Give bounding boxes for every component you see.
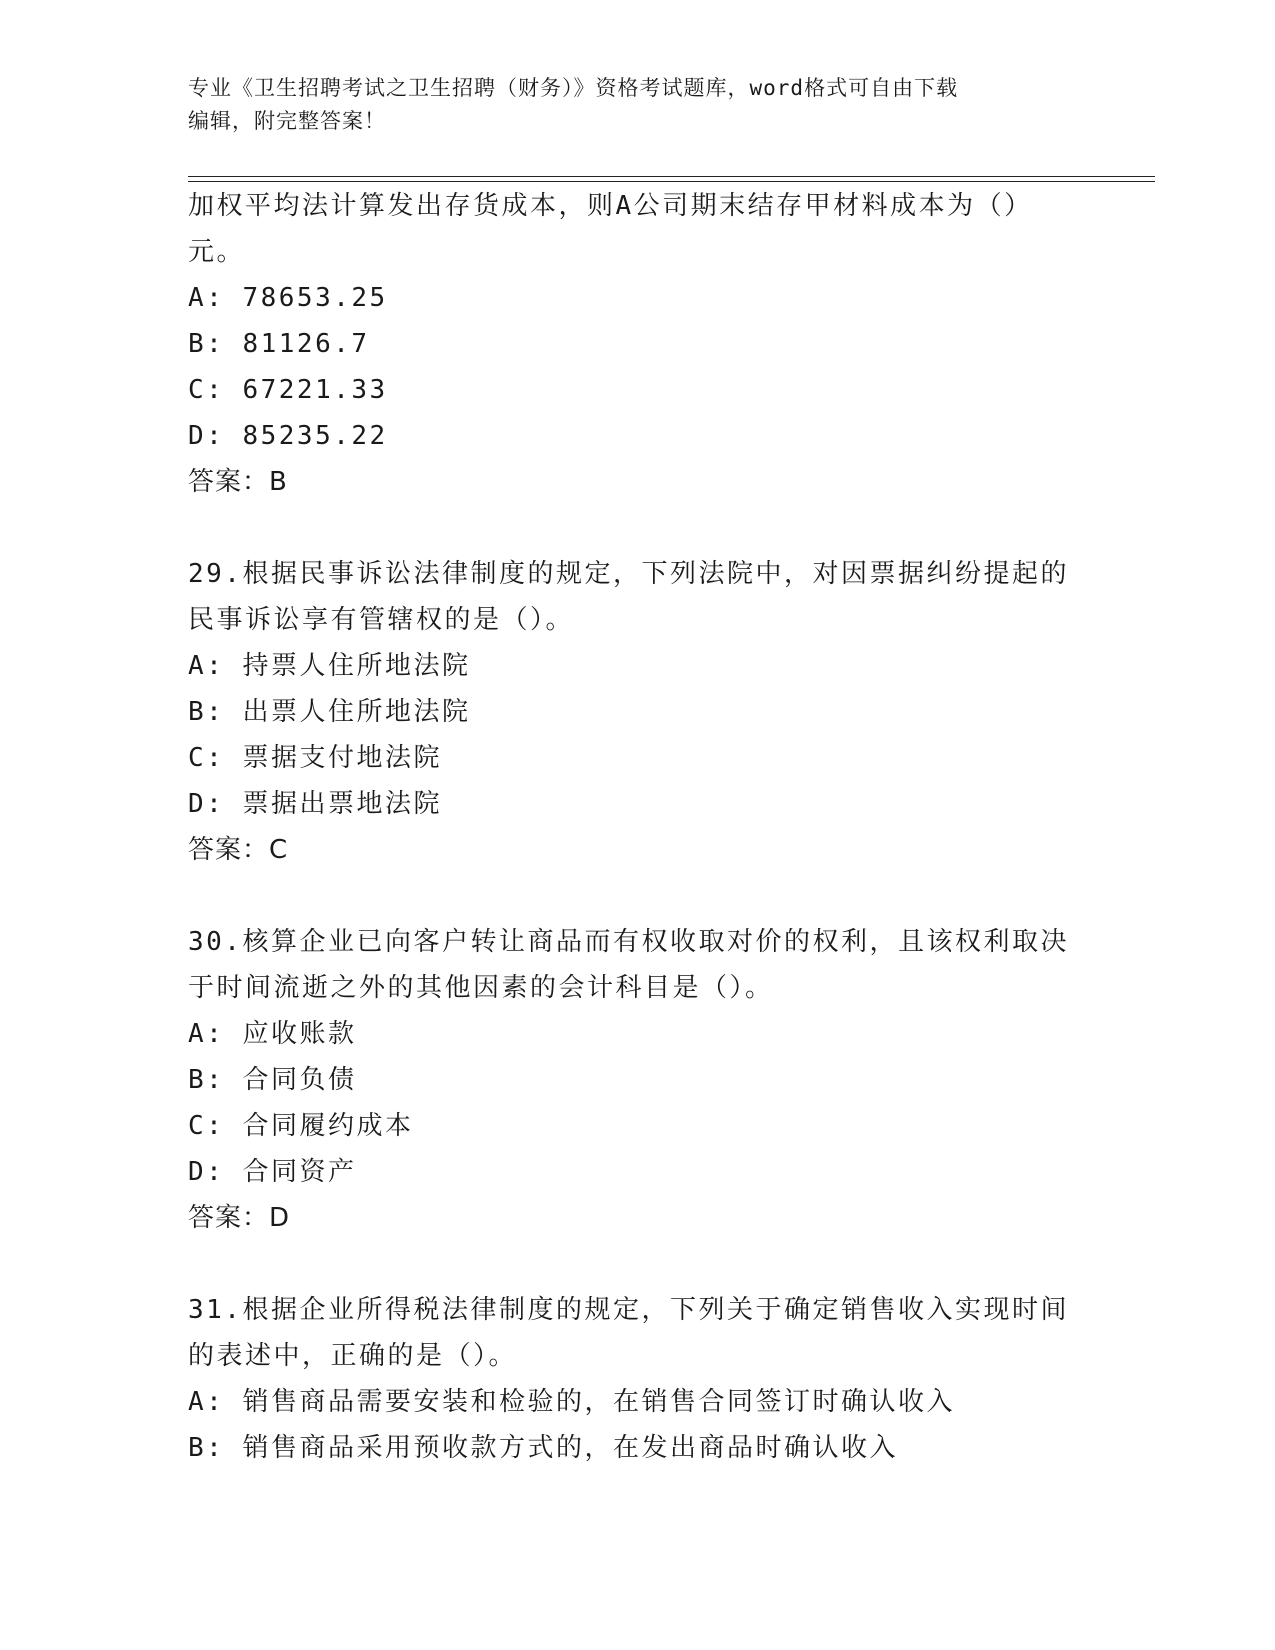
question-stem-line: 的表述中，正确的是（）。 (188, 1341, 518, 1371)
option-c: C: 合同履约成本 (188, 1111, 414, 1141)
option-d: D: 合同资产 (188, 1157, 357, 1187)
option-d: D: 85235.22 (188, 421, 388, 451)
question-block (188, 551, 1088, 873)
option-a: A: 应收账款 (188, 1019, 357, 1049)
option-c: C: 67221.33 (188, 375, 388, 405)
question-stem-line: 于时间流逝之外的其他因素的会计科目是（）。 (188, 973, 774, 1003)
option-a: A: 销售商品需要安装和检验的，在销售合同签订时确认收入 (188, 1387, 955, 1417)
question-stem-line: 元。 (188, 237, 246, 267)
option-a: A: 78653.25 (188, 283, 388, 313)
header-rule-bottom (188, 181, 1155, 182)
question-stem-line: 民事诉讼享有管辖权的是（）。 (188, 605, 575, 635)
question-block (188, 1287, 1088, 1471)
answer: 答案：C (188, 835, 289, 865)
option-d: D: 票据出票地法院 (188, 789, 442, 819)
option-b: B: 合同负债 (188, 1065, 357, 1095)
question-stem-line: 加权平均法计算发出存货成本，则A公司期末结存甲材料成本为（） (188, 191, 1033, 221)
option-c: C: 票据支付地法院 (188, 743, 442, 773)
answer: 答案：B (188, 467, 288, 497)
question-block (188, 183, 1088, 505)
header-line-2: 编辑，附完整答案！ (188, 109, 386, 133)
option-b: B: 销售商品采用预收款方式的，在发出商品时确认收入 (188, 1433, 898, 1463)
option-b: B: 出票人住所地法院 (188, 697, 471, 727)
header-rule-top (188, 176, 1155, 177)
question-block (188, 919, 1088, 1241)
question-stem-line: 29.根据民事诉讼法律制度的规定，下列法院中，对因票据纠纷提起的 (188, 559, 1069, 589)
option-b: B: 81126.7 (188, 329, 370, 359)
header-line-1: 专业《卫生招聘考试之卫生招聘（财务）》资格考试题库，word格式可自由下载 (188, 76, 959, 100)
answer: 答案：D (188, 1203, 291, 1233)
option-a: A: 持票人住所地法院 (188, 651, 471, 681)
question-stem-line: 30.核算企业已向客户转让商品而有权收取对价的权利，且该权利取决 (188, 927, 1069, 957)
question-stem-line: 31.根据企业所得税法律制度的规定，下列关于确定销售收入实现时间 (188, 1295, 1069, 1325)
document-header (188, 72, 1088, 138)
